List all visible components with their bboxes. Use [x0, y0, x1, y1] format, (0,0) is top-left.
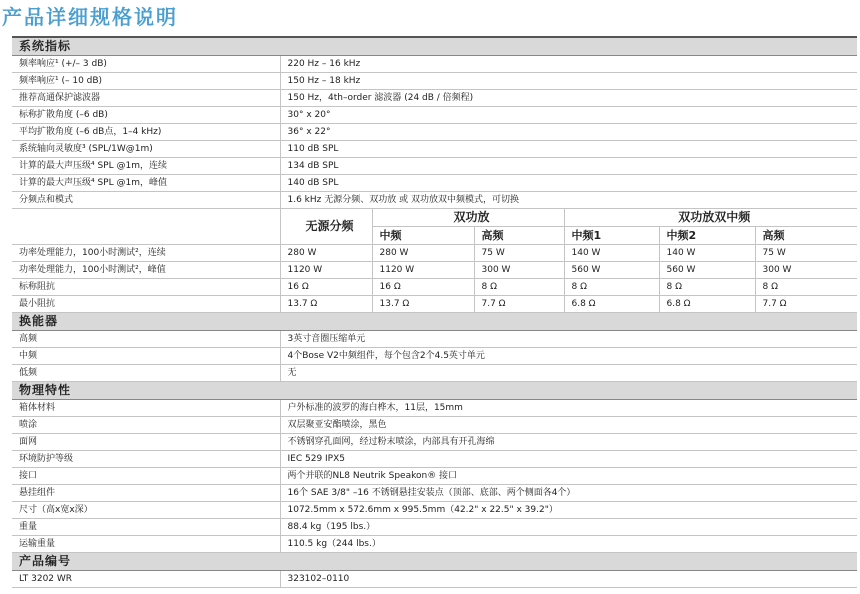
table-row	[12, 158, 857, 175]
spec-table-body	[12, 37, 857, 588]
mode-biamp: 双功放	[372, 209, 564, 227]
row-value: 220 Hz – 16 kHz	[280, 56, 857, 73]
section-title: 产品编号	[12, 553, 857, 571]
row-label: 频率响应¹ (– 10 dB)	[12, 73, 280, 90]
mode-passive: 无源分频	[280, 209, 372, 245]
table-row	[12, 519, 857, 536]
mode-subheader: 高频	[474, 227, 564, 245]
table-row	[12, 571, 857, 588]
mode-subheader: 中频	[372, 227, 474, 245]
table-row	[12, 56, 857, 73]
row-value: 150 Hz，4th–order 滤波器 (24 dB / 倍频程)	[280, 90, 857, 107]
row-label: 系统轴向灵敏度³ (SPL/1W@1m)	[12, 141, 280, 158]
table-row	[12, 192, 857, 209]
row-value: 8 Ω	[564, 279, 659, 296]
row-label: 运输重量	[12, 536, 280, 553]
row-label: 箱体材料	[12, 400, 280, 417]
page-title: 产品详细规格说明	[2, 5, 178, 29]
row-label: 悬挂组件	[12, 485, 280, 502]
section-title: 系统指标	[12, 37, 857, 56]
row-value: 13.7 Ω	[280, 296, 372, 313]
row-label: 喷涂	[12, 417, 280, 434]
row-value: 110 dB SPL	[280, 141, 857, 158]
section-title: 物理特性	[12, 382, 857, 400]
row-value: 1.6 kHz 无源分频、双功放 或 双功放双中频模式，可切换	[280, 192, 857, 209]
table-row	[12, 107, 857, 124]
mode-header-row	[12, 209, 857, 227]
table-row	[12, 468, 857, 485]
row-value: 280 W	[280, 245, 372, 262]
section-header-transducers	[12, 313, 857, 331]
table-row	[12, 434, 857, 451]
row-value: 双层聚亚安酯喷涂，黑色	[280, 417, 857, 434]
row-value: 36° x 22°	[280, 124, 857, 141]
row-value: IEC 529 IPX5	[280, 451, 857, 468]
spec-table	[12, 36, 857, 588]
table-row	[12, 73, 857, 90]
row-label: 频率响应¹ (+/– 3 dB)	[12, 56, 280, 73]
row-value: 不锈钢穿孔面网，经过粉末喷涂，内部具有开孔海绵	[280, 434, 857, 451]
table-row	[12, 245, 857, 262]
row-value: 140 dB SPL	[280, 175, 857, 192]
row-label: LT 3202 WR	[12, 571, 280, 588]
table-row	[12, 400, 857, 417]
table-row	[12, 262, 857, 279]
row-label: 平均扩散角度 (–6 dB点，1–4 kHz)	[12, 124, 280, 141]
row-value: 两个并联的NL8 Neutrik Speakon® 接口	[280, 468, 857, 485]
row-value: 6.8 Ω	[659, 296, 755, 313]
row-value: 7.7 Ω	[474, 296, 564, 313]
section-header-physical	[12, 382, 857, 400]
row-value: 16个 SAE 3/8" –16 不锈钢悬挂安装点（顶部、底部、两个侧面各4个）	[280, 485, 857, 502]
row-value: 560 W	[659, 262, 755, 279]
row-label: 低频	[12, 365, 280, 382]
table-row	[12, 296, 857, 313]
row-label: 中频	[12, 348, 280, 365]
table-row	[12, 124, 857, 141]
row-value: 300 W	[755, 262, 857, 279]
table-row	[12, 417, 857, 434]
row-label: 环境防护等级	[12, 451, 280, 468]
table-row	[12, 365, 857, 382]
row-value: 1120 W	[280, 262, 372, 279]
row-label: 标称扩散角度 (–6 dB)	[12, 107, 280, 124]
row-value: 88.4 kg（195 lbs.）	[280, 519, 857, 536]
row-value: 1120 W	[372, 262, 474, 279]
row-label: 计算的最大声压级⁴ SPL @1m，峰值	[12, 175, 280, 192]
row-label: 计算的最大声压级⁴ SPL @1m，连续	[12, 158, 280, 175]
row-value: 16 Ω	[280, 279, 372, 296]
table-row	[12, 279, 857, 296]
row-value: 140 W	[564, 245, 659, 262]
mode-biamp-dual-mid: 双功放双中频	[564, 209, 857, 227]
row-value: 30° x 20°	[280, 107, 857, 124]
row-value: 300 W	[474, 262, 564, 279]
row-value: 13.7 Ω	[372, 296, 474, 313]
row-label: 面网	[12, 434, 280, 451]
row-value: 8 Ω	[659, 279, 755, 296]
mode-subheader: 中频1	[564, 227, 659, 245]
row-value: 1072.5mm x 572.6mm x 995.5mm（42.2" x 22.5" x 39.2"）	[280, 502, 857, 519]
mode-subheader: 高频	[755, 227, 857, 245]
table-row	[12, 485, 857, 502]
row-value: 户外标准的波罗的海白桦木，11层，15mm	[280, 400, 857, 417]
table-row	[12, 348, 857, 365]
row-value: 134 dB SPL	[280, 158, 857, 175]
row-label: 功率处理能力，100小时测试²，峰值	[12, 262, 280, 279]
row-label: 推荐高通保护滤波器	[12, 90, 280, 107]
row-value: 8 Ω	[755, 279, 857, 296]
row-label: 尺寸（高x宽x深）	[12, 502, 280, 519]
row-value: 8 Ω	[474, 279, 564, 296]
table-row	[12, 175, 857, 192]
table-row	[12, 502, 857, 519]
row-value: 150 Hz – 18 kHz	[280, 73, 857, 90]
row-value: 无	[280, 365, 857, 382]
row-value: 3英寸音圈压缩单元	[280, 331, 857, 348]
row-label: 高频	[12, 331, 280, 348]
row-label: 重量	[12, 519, 280, 536]
mode-header-blank	[12, 209, 280, 245]
table-row	[12, 451, 857, 468]
row-value: 323102–0110	[280, 571, 857, 588]
row-value: 110.5 kg（244 lbs.）	[280, 536, 857, 553]
row-label: 最小阻抗	[12, 296, 280, 313]
row-label: 功率处理能力，100小时测试²，连续	[12, 245, 280, 262]
row-label: 分频点和模式	[12, 192, 280, 209]
table-row	[12, 331, 857, 348]
row-value: 280 W	[372, 245, 474, 262]
section-header-product_code	[12, 553, 857, 571]
row-value: 16 Ω	[372, 279, 474, 296]
row-value: 4个Bose V2中频组件，每个包含2个4.5英寸单元	[280, 348, 857, 365]
row-value: 75 W	[755, 245, 857, 262]
table-row	[12, 536, 857, 553]
row-value: 560 W	[564, 262, 659, 279]
row-value: 7.7 Ω	[755, 296, 857, 313]
section-title: 换能器	[12, 313, 857, 331]
table-row	[12, 90, 857, 107]
row-label: 接口	[12, 468, 280, 485]
section-header-system	[12, 37, 857, 56]
row-value: 6.8 Ω	[564, 296, 659, 313]
row-value: 75 W	[474, 245, 564, 262]
row-label: 标称阻抗	[12, 279, 280, 296]
mode-subheader: 中频2	[659, 227, 755, 245]
row-value: 140 W	[659, 245, 755, 262]
table-row	[12, 141, 857, 158]
